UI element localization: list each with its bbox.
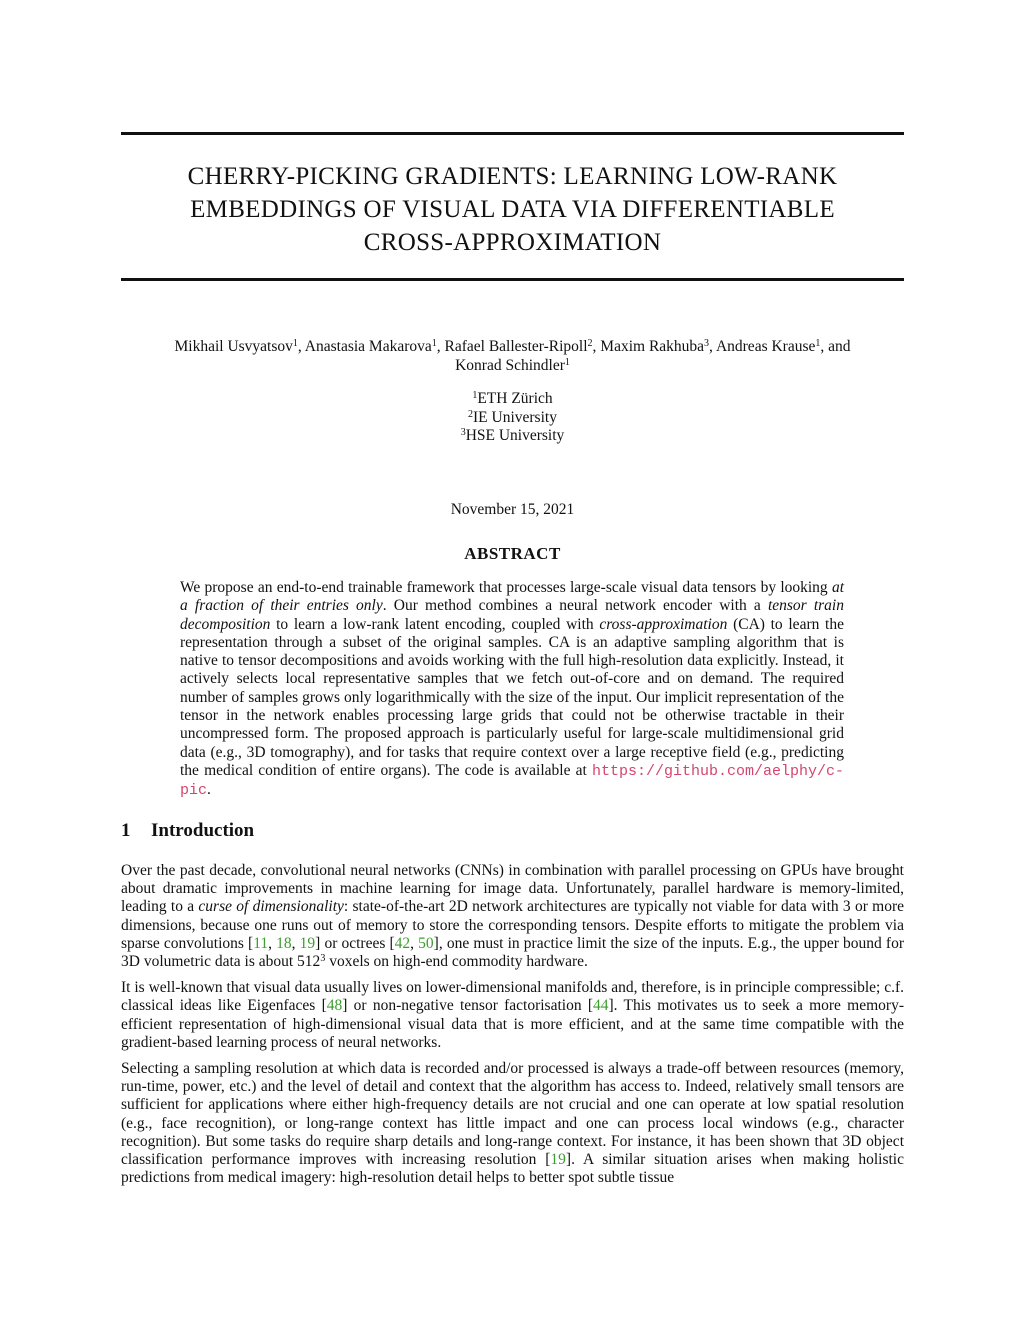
author-affiliation: 1 <box>431 338 437 349</box>
author-name: Andreas Krause <box>715 338 816 355</box>
paragraph-text: : state-of-the-art 2D network architectures are typically not viable for data with 3 or more dimensions, because one runs out of memory to store the corresponding tensors. Despite efforts to mitigate the problem via sparse convolutions [ <box>121 898 904 952</box>
author-list <box>121 337 904 375</box>
author-affiliation: 3 <box>704 338 710 349</box>
affiliation-list <box>121 390 904 446</box>
author-name: Anastasia Makarova <box>304 338 432 355</box>
citation-link[interactable]: 42 <box>394 934 411 952</box>
citation-link[interactable]: 19 <box>550 1151 566 1169</box>
code-url-link[interactable]: https://github.com/aelphy/c-pic <box>180 762 844 800</box>
author-affiliation: 1 <box>564 357 570 368</box>
author-name: Rafael Ballester-Ripoll <box>444 338 588 355</box>
citation-link[interactable]: 50 <box>418 934 434 952</box>
author-separator: , <box>297 338 305 355</box>
paragraph-text: It is well-known that visual data usually lives on lower-dimensional manifolds and, therefore, is in principle compressible; c.f. classical ideas like Eigenfaces [ <box>121 979 904 1015</box>
paragraph-text: ] or non-negative tensor factorisation [ <box>342 997 593 1015</box>
abstract-text: (CA) to learn the representation through a subset of the original samples. CA is an adaptive sampling algorithm that is native to tensor decompositions and avoids working with the full high-resolution data explicitly. Instead, it actively selects local representative samples that we fetch out-of-core and on demand. The required number of samples grows only logarithmically with the size of the input. Our implicit representation of the tensor in the network enables processing large grids that could not be otherwise tractable in their uncompressed form. The proposed approach is particularly useful for large-scale multidimensional grid data (e.g., 3D tomography), and for tasks that require context over a large receptive field (e.g., predicting the medical condition of entire organs). The code is available at <box>180 615 844 779</box>
title-line-2: EMBEDDINGS OF VISUAL DATA VIA DIFFERENTIABLE <box>190 196 835 223</box>
abstract-text: to learn a low-rank latent encoding, coupled with <box>270 615 600 633</box>
author-separator: , <box>709 338 716 355</box>
citation-link[interactable]: 48 <box>326 997 343 1015</box>
superscript: 3 <box>320 953 326 965</box>
author-name: Maxim Rakhuba <box>600 338 705 355</box>
paragraph-text: , <box>410 934 419 952</box>
paragraph-text: ]. This motivates us to seek a more memory-efficient representation of high-dimensional visual data that is more efficient, and at the same time compatible with the gradient-based learning process of neural networks. <box>121 997 904 1051</box>
citation-link[interactable]: 19 <box>299 934 316 952</box>
abstract-text: . <box>207 781 211 799</box>
abstract-body <box>180 579 844 801</box>
section-number: 1 <box>121 820 131 841</box>
affiliation-name: ETH Zürich <box>477 390 553 407</box>
paragraph-text: ], one must in practice limit the size of the inputs. E.g., the upper bound for 3D volumetric data is about 512 <box>121 934 905 971</box>
abstract-emphasis: cross-approximation <box>599 615 728 633</box>
affiliation-name: IE University <box>473 408 557 426</box>
abstract-text: We propose an end-to-end trainable framework that processes large-scale visual data tensors by looking <box>180 579 832 596</box>
title-line-3: CROSS-APPROXIMATION <box>363 229 662 256</box>
section-heading-introduction <box>121 820 904 842</box>
author-separator: , and <box>820 338 851 355</box>
abstract-text: . Our method combines a neural network encoder with a <box>382 597 768 615</box>
affiliation-number: 2 <box>468 408 474 420</box>
title-rule-top <box>121 132 904 135</box>
citation-link[interactable]: 11 <box>253 934 269 952</box>
paragraph-emphasis: curse of dimensionality <box>198 898 344 916</box>
author-name: Mikhail Usvyatsov <box>174 338 293 355</box>
affiliation-item <box>121 390 904 409</box>
paragraph-text: , <box>291 934 300 952</box>
abstract-emphasis: tensor train decomposition <box>180 597 844 633</box>
abstract-emphasis: at a fraction of their entries only <box>180 579 844 615</box>
affiliation-name: HSE University <box>465 427 565 444</box>
paragraph <box>121 1060 904 1187</box>
paragraph <box>121 862 904 971</box>
author-affiliation: 1 <box>292 338 298 349</box>
affiliation-number: 1 <box>472 390 478 401</box>
author-name: Konrad Schindler <box>455 357 565 374</box>
abstract-heading: ABSTRACT <box>464 544 561 563</box>
title-rule-bottom <box>121 278 904 281</box>
author-separator: , <box>592 338 601 355</box>
paragraph-text: voxels on high-end commodity hardware. <box>325 953 588 971</box>
paper-date: November 15, 2021 <box>450 501 575 518</box>
paragraph-text: ]. A similar situation arises when making holistic predictions from medical imagery: high-resolution detail helps to better spot subtle tissue <box>121 1151 904 1187</box>
author-separator: , <box>436 338 445 355</box>
paper-title <box>121 160 904 259</box>
citation-link[interactable]: 18 <box>276 934 292 952</box>
paragraph-text: Over the past decade, convolutional neural networks (CNNs) in combination with parallel processing on GPUs have brought about dramatic improvements in machine learning for image data. Unfortunately, parallel hardware is memory-limited, leading to a <box>121 862 904 916</box>
affiliation-number: 3 <box>460 427 466 438</box>
citation-link[interactable]: 44 <box>593 997 609 1015</box>
affiliation-item <box>121 409 904 428</box>
paragraph-text: , <box>268 934 277 952</box>
affiliation-item <box>121 427 904 446</box>
section-title: Introduction <box>151 820 255 841</box>
author-affiliation: 2 <box>587 338 593 349</box>
title-line-1: CHERRY-PICKING GRADIENTS: LEARNING LOW-RANK <box>187 163 838 190</box>
introduction-body <box>121 862 904 1195</box>
author-affiliation: 1 <box>815 338 821 349</box>
paragraph <box>121 979 904 1052</box>
paragraph-text: Selecting a sampling resolution at which data is recorded and/or processed is always a trade-off between resources (memory, run-time, power, etc.) and the level of detail and context that the algorithm has access to. Indeed, relatively small tensors are sufficient for applications where either high-frequency details are not crucial and one can operate at low spatial resolution (e.g., face recognition), or long-range context has little impact and one can process local windows (e.g., character recognition). But some tasks do require sharp details and long-range context. For instance, it has been shown that 3D object classification performance improves with increasing resolution [ <box>121 1060 904 1169</box>
paragraph-text: ] or octrees [ <box>315 934 395 952</box>
